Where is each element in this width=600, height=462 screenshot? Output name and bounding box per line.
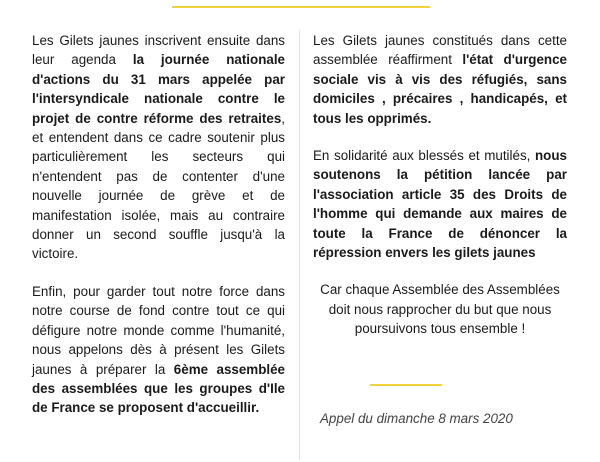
top-accent-rule xyxy=(172,6,430,8)
left-paragraph-1: Les Gilets jaunes inscrivent ensuite dans leur agenda la journée nationale d'actions du 31 mars appelée par l'intersyndicale nationale contre le projet de contre réforme des retraites, et entendent dans ce cadre soutenir plus particulièrement les secteurs qui n'entendent pas de contenter d'une nouvelle journée de grève et de manifestation isolée, mais au contraire donner un second souffle jusqu'à la victoire. xyxy=(32,33,285,262)
highlight-strike-day: la journée nationale d'actions du 31 mars appelée par l'intersyndicale nationale contre le projet de contre réforme des retraites xyxy=(32,52,285,126)
column-divider xyxy=(299,30,300,460)
left-column xyxy=(32,31,285,436)
highlight-emergency: l'état d'urgence sociale vis à vis des réfugiés, sans domiciles , précaires , handicapés, et tous les opprimés. xyxy=(313,52,567,126)
signature-date: Appel du dimanche 8 mars 2020 xyxy=(320,411,513,426)
right-column xyxy=(313,31,567,357)
highlight-assembly: 6ème assemblée des assemblées que les groupes d'Ile de France se proposent d'accueillir. xyxy=(32,361,285,416)
bottom-accent-rule xyxy=(370,384,442,386)
left-paragraph-2: Enfin, pour garder tout notre force dans notre course de fond contre tout ce qui défigure notre monde comme l'humanité, nous appelons dès à présent les Gilets jaunes à préparer la 6ème assemblée des assemblées que les groupes d'Ile de France se proposent d'accueillir. xyxy=(32,283,285,416)
right-paragraph-2: En solidarité aux blessés et mutilés, nous soutenons la pétition lancée par l'association article 35 des Droits de l'homme qui demande aux maires de toute la France de dénoncer la répression envers les gilets jaunes xyxy=(313,148,567,261)
right-paragraph-1: Les Gilets jaunes constitués dans cette assemblée réaffirment l'état d'urgence sociale vis à vis des réfugiés, sans domiciles , précaires , handicapés, et tous les opprimés. xyxy=(313,33,567,126)
highlight-petition: nous soutenons la pétition lancée par l'association article 35 des Droits de l'homme qui demande aux maires de toute la France de dénoncer la répression envers les gilets jaunes xyxy=(313,148,567,261)
right-paragraph-3: Car chaque Assemblée des Assemblées doit nous rapprocher du but que nous poursuivons tous ensemble ! xyxy=(320,282,560,337)
